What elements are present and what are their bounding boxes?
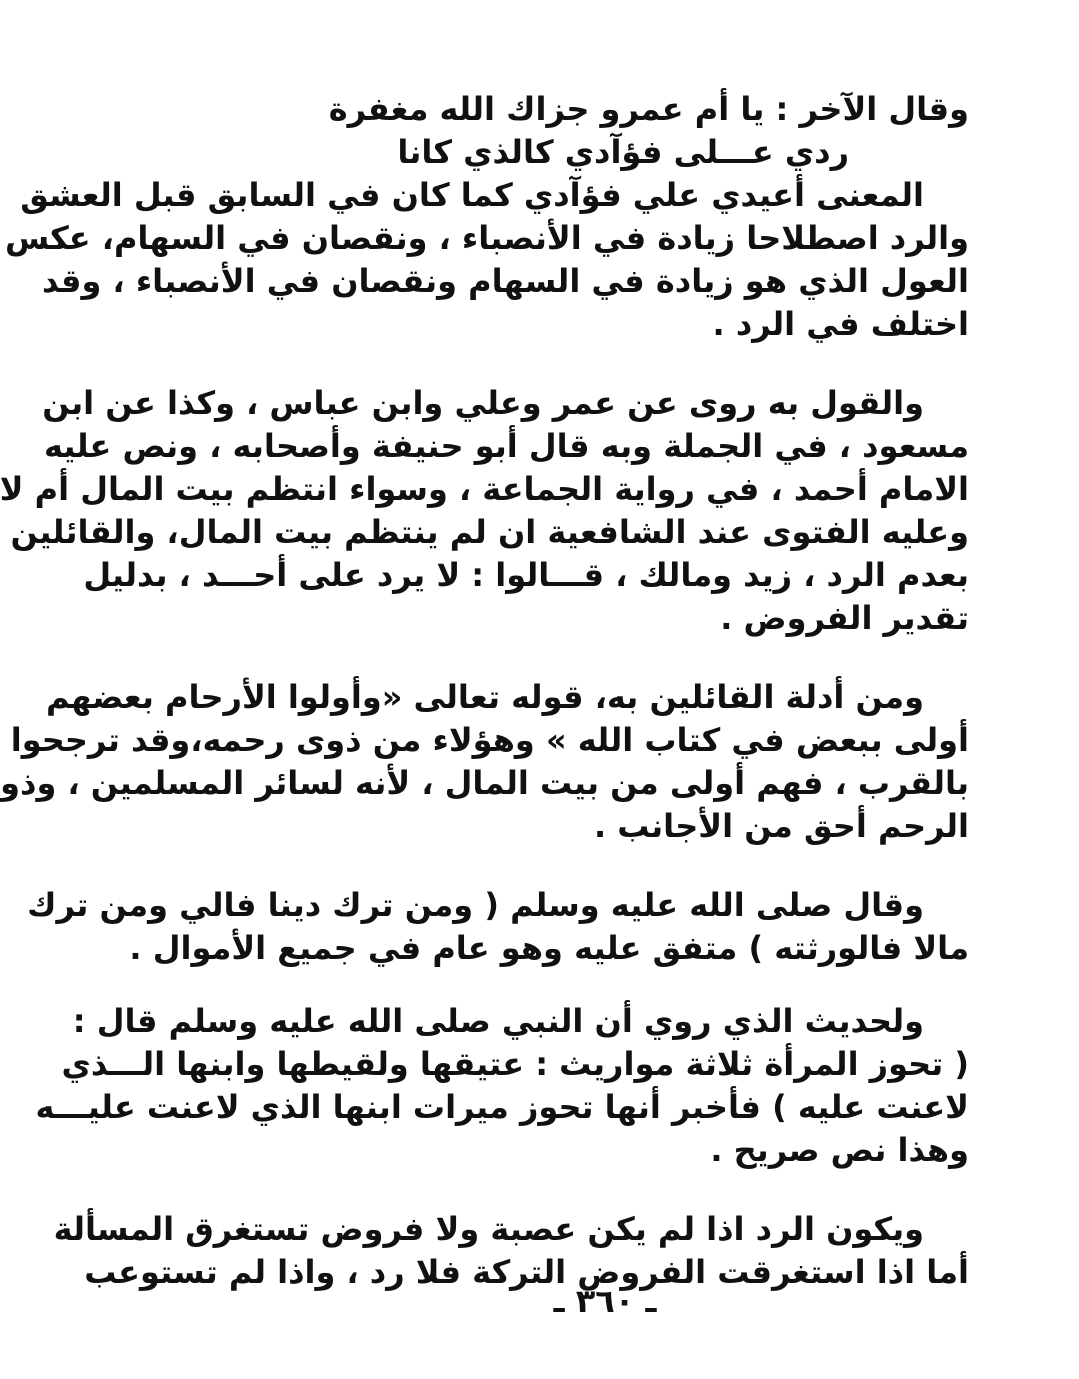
paragraph-5 bbox=[35, 1000, 969, 1172]
text-line: المعنى أعيدي علي فؤآدي كما كان في السابق قبل العشق bbox=[20, 176, 924, 214]
text-line: لاعنت عليه ) فأخبر أنها تحوز ميرات ابنها الذي لاعنت عليـــه bbox=[35, 1088, 969, 1126]
text-line: بالقرب ، فهم أولى من بيت المال ، لأنه لسائر المسلمين ، وذو bbox=[0, 764, 969, 802]
text-line: تقدير الفروض . bbox=[720, 599, 969, 637]
verse-line-1: وقال الآخر : يا أم عمرو جزاك الله مغفرة bbox=[328, 90, 969, 128]
paragraph-3 bbox=[0, 676, 969, 848]
text-line: الرحم أحق من الأجانب . bbox=[593, 807, 969, 845]
text-line: ويكون الرد اذا لم يكن عصبة ولا فروض تستغرق المسألة bbox=[53, 1210, 924, 1248]
text-line: مالا فالورثته ) متفق عليه وهو عام في جميع الأموال . bbox=[129, 929, 969, 967]
text-line: وعليه الفتوى عند الشافعية ان لم ينتظم بيت المال، والقائلين bbox=[10, 513, 969, 551]
paragraph-1 bbox=[4, 88, 969, 346]
paragraph-4 bbox=[27, 884, 969, 970]
text-line: ولحديث الذي روي أن النبي صلى الله عليه وسلم قال : bbox=[72, 1002, 924, 1040]
page-number: ـ ٣٦٠ ـ bbox=[553, 1282, 657, 1320]
text-line: الامام أحمد ، في رواية الجماعة ، وسواء انتظم بيت المال أم لا bbox=[0, 470, 969, 508]
text-line: وهذا نص صريح . bbox=[710, 1131, 969, 1169]
text-line: وقال صلى الله عليه وسلم ( ومن ترك دينا فالي ومن ترك bbox=[27, 886, 924, 924]
text-line: والقول به روى عن عمر وعلي وابن عباس ، وكذا عن ابن bbox=[42, 384, 924, 422]
page-body bbox=[0, 88, 969, 1294]
text-line: مسعود ، في الجملة وبه قال أبو حنيفة وأصحابه ، ونص عليه bbox=[43, 427, 969, 465]
text-line: والرد اصطلاحا زيادة في الأنصباء ، ونقصان في السهام، عكس bbox=[4, 219, 969, 257]
text-line: ومن أدلة القائلين به، قوله تعالى «وأولوا الأرحام بعضهم bbox=[46, 678, 924, 716]
paragraph-2 bbox=[0, 382, 969, 640]
text-line: اختلف في الرد . bbox=[712, 305, 969, 343]
text-line: ( تحوز المرأة ثلاثة مواريث : عتيقها ولقيطها وابنها الـــذي bbox=[61, 1045, 969, 1083]
text-line: بعدم الرد ، زيد ومالك ، قـــالوا : لا يرد على أحـــد ، بدليل bbox=[83, 556, 969, 594]
text-line: العول الذي هو زيادة في السهام ونقصان في الأنصباء ، وقد bbox=[42, 262, 969, 300]
text-line: أولى ببعض في كتاب الله » وهؤلاء من ذوى رحمه،وقد ترجحوا bbox=[10, 721, 969, 759]
text-line: أما اذا استغرقت الفروض التركة فلا رد ، واذا لم تستوعب bbox=[84, 1253, 969, 1291]
verse-line-2: ردي عـــلى فؤآدي كالذي كانا bbox=[397, 133, 849, 171]
